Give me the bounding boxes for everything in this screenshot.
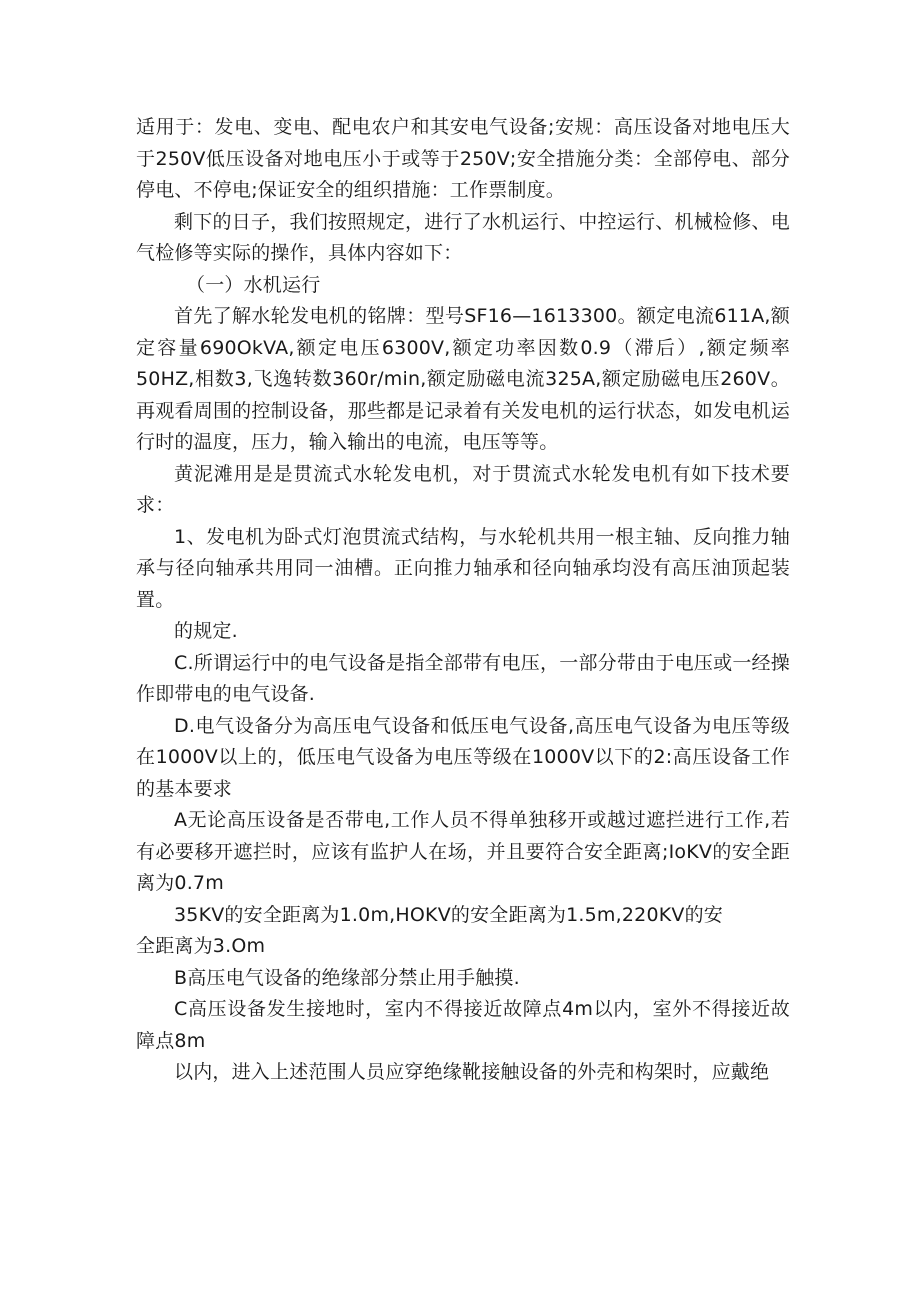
paragraph-regulation: 的规定.: [174, 620, 238, 642]
paragraph-item-d: D.电气设备分为高压电气设备和低压电气设备,高压电气设备为电压等级在1000V以上的，低压电气设备为电压等级在1000V以下的2:高压设备工作的基本要求: [136, 714, 790, 800]
paragraph-item-b: B高压电气设备的绝缘部分禁止用手触摸.: [174, 966, 520, 989]
document-body: [136, 112, 790, 1089]
paragraph-intro-operations: 剩下的日子，我们按照规定，进行了水机运行、中控运行、机械检修、电气检修等实际的操作，具体内容如下：: [136, 210, 790, 264]
paragraph-item-a: A无论高压设备是否带电,工作人员不得单独移开或越过遮拦进行工作,若有必要移开遮拦时，应该有监护人在场，并且要符合安全距离;IoKV的安全距离为0.7m: [136, 809, 790, 894]
paragraph-scope: 适用于：发电、变电、配电农户和其安电气设备;安规：高压设备对地电压大于250V低压设备对地电压小于或等于250V;安全措施分类：全部停电、部分停电、不停电;保证安全的组织措施：工作票制度。: [136, 116, 790, 201]
paragraph-item-c: C.所谓运行中的电气设备是指全部带有电压，一部分带由于电压或一经操作即带电的电气设备.: [136, 651, 790, 705]
paragraph-bulb-turbine: 黄泥滩用是是贯流式水轮发电机，对于贯流式水轮发电机有如下技术要求：: [136, 462, 790, 516]
section-heading-water-machine: （一）水机运行: [186, 273, 321, 296]
paragraph-grounding-cont: 以内，进入上述范围人员应穿绝缘靴接触设备的外壳和构架时，应戴绝: [174, 1061, 770, 1083]
paragraph-safety-distance-cont: 全距离为3.Om: [136, 935, 266, 957]
paragraph-item-c-grounding: C高压设备发生接地时，室内不得接近故障点4m以内，室外不得接近故障点8m: [136, 998, 790, 1052]
paragraph-nameplate: 首先了解水轮发电机的铭牌：型号SF16—1613300。额定电流611A,额定容量690OkVA,额定电压6300V,额定功率因数0.9（滞后）,额定频率50HZ,相数3,飞逸转数360r/min,额定励磁电流325A,额定励磁电压260V。再观看周围的控制设备，那些都是记录着有关发电机的运行状态，如发电机运行时的温度，压力，输入输出的电流，电压等等。: [136, 305, 790, 453]
paragraph-safety-distance: 35KV的安全距离为1.0m,HOKV的安全距离为1.5m,220KV的安: [174, 903, 723, 926]
paragraph-requirement-1: 1、发电机为卧式灯泡贯流式结构，与水轮机共用一根主轴、反向推力轴承与径向轴承共用同一油槽。正向推力轴承和径向轴承均没有高压油顶起装置。: [136, 525, 790, 611]
